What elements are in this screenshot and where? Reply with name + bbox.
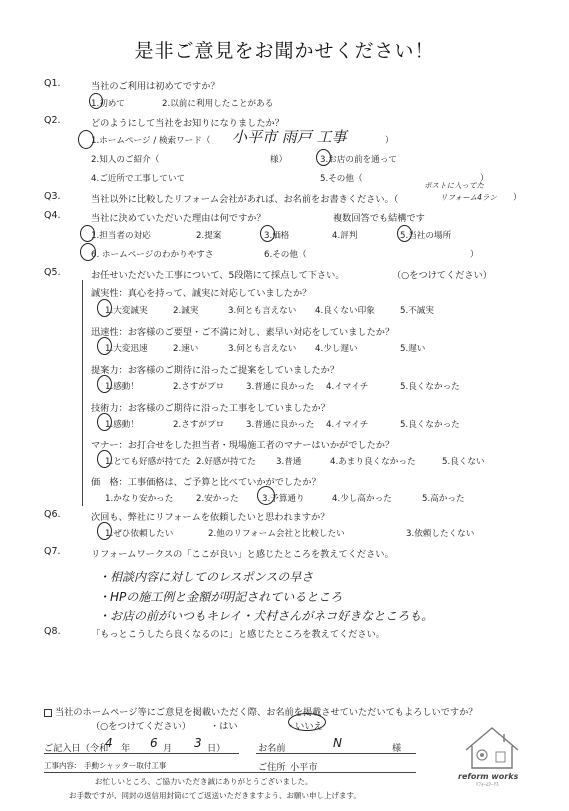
q4-option-1[interactable]: 1.担当者の対応 — [91, 231, 151, 241]
q6-option-2[interactable]: 2.他のリフォーム会社と比較したい — [208, 529, 345, 539]
q5-item-option[interactable]: 1.とても好感が持てた — [105, 457, 191, 467]
date-year-unit: 年 — [121, 743, 131, 754]
date-year[interactable]: 4 — [105, 736, 113, 750]
q5-item-option[interactable]: 1.感動！ — [105, 420, 139, 430]
q5-item-option[interactable]: 3.何とも言えない — [228, 306, 297, 316]
q5-item-option[interactable]: 3.普通に良かった — [246, 420, 315, 430]
answer-circle — [260, 225, 275, 242]
logo-subtext: ﾘﾌｫｰﾑﾜｰｸｽ — [476, 782, 499, 788]
q5-item-option[interactable]: 2.安かった — [196, 494, 239, 504]
q5-text: お任せいただいた工事について、5段階にて採点して下さい。 — [91, 270, 345, 281]
q2-text: どのようにして当社をお知りになりましたか？ — [91, 118, 284, 129]
q4-option-5[interactable]: 5.当社の場所 — [400, 231, 452, 241]
q1-number: Q1. — [44, 78, 61, 89]
q4-note: 複数回答でも結構です — [333, 213, 425, 224]
q5-item-option[interactable]: 1.大変誠実 — [105, 306, 148, 316]
q5-item-option[interactable]: 2.さすがプロ — [173, 382, 225, 392]
q5-item-option[interactable]: 5.良くない — [442, 457, 485, 467]
consent-no[interactable]: ・いいえ — [286, 721, 323, 732]
q5-item-option[interactable]: 5.不誠実 — [400, 306, 434, 316]
q4-option-other-close: ） — [470, 250, 479, 260]
q2-option-2[interactable]: 2.知人のご紹介（ — [91, 155, 160, 165]
q7-handwritten-answer-2: ・HPの施工例と金額が明記されているところ — [98, 590, 343, 604]
q5-bracket — [82, 280, 83, 506]
q2-number: Q2. — [44, 115, 61, 126]
q1-option-1[interactable]: 1.初めて — [91, 99, 125, 109]
q4-option-4[interactable]: 4.評判 — [332, 231, 358, 241]
q5-number: Q5. — [44, 267, 61, 278]
q5-note: （○をつけてください） — [392, 270, 492, 281]
q2-option-5-close: ） — [480, 174, 489, 184]
q5-item-option[interactable]: 4.あまり良くなかった — [330, 457, 416, 467]
answer-circle — [97, 375, 112, 393]
q5-item-option[interactable]: 5.高かった — [422, 494, 465, 504]
q5-item-heading: 迅速性：お客様のご要望・ご不満に対し、素早い対応をしていましたか？ — [91, 327, 395, 338]
address-value[interactable]: 小平市 — [290, 762, 318, 773]
q3-handwritten-line1: ポストに入ってた — [424, 181, 484, 190]
date-day[interactable]: 3 — [194, 736, 202, 750]
q5-item-option[interactable]: 1.感動！ — [105, 382, 139, 392]
q2-handwritten-keywords: 小平市 雨戸 工事 — [232, 128, 347, 146]
q3-handwritten-line2: リフォーム4ラン — [440, 193, 497, 202]
date-day-unit: 日） — [207, 743, 226, 754]
name-value[interactable]: N — [333, 736, 342, 750]
q2-option-5[interactable]: 5.その他（ — [320, 174, 363, 184]
q5-item-option[interactable]: 4.少し遅い — [315, 344, 358, 354]
consent-note: （○をつけてください） — [91, 721, 191, 732]
q1-option-2[interactable]: 2.以前に利用したことがある — [162, 99, 274, 109]
q4-number: Q4. — [44, 210, 61, 221]
q5-item-option[interactable]: 1.かなり安かった — [105, 494, 174, 504]
q4-text: 当社に決めていただいた理由は何ですか？ — [91, 213, 266, 224]
q4-option-other[interactable]: 6.その他（ — [264, 250, 307, 260]
answer-circle — [316, 149, 331, 166]
answer-circle — [89, 93, 103, 109]
consent-question — [44, 704, 477, 718]
answer-circle — [397, 225, 412, 242]
q5-item-option[interactable]: 4.イマイチ — [326, 420, 369, 430]
q2-option-1[interactable]: 1.ホームページ / 検索ワード（ — [91, 136, 211, 146]
thanks-line-2: お手数ですが、同封の返信用封筒にてご返送いただきますよう、お願い申し上げます。 — [69, 791, 361, 800]
work-value[interactable]: 手動シャッター取付工事 — [84, 761, 167, 770]
consent-yes[interactable]: ・はい — [210, 721, 238, 732]
logo-text: reform works — [458, 772, 519, 781]
answer-circle — [97, 450, 112, 468]
reform-works-logo — [452, 722, 532, 786]
q5-item-heading: 技術力：お客様のご期待に沿った工事をしていましたか？ — [91, 403, 330, 414]
consent-text: 当社のホームページ等にご意見を掲載いただく際、お名前を掲載させていただいてもよろしいですか？ — [55, 707, 478, 718]
answer-circle — [257, 486, 275, 505]
answer-circle — [97, 299, 112, 317]
q2-option-1-close: ） — [385, 136, 394, 146]
q3-close: ） — [513, 193, 522, 203]
q2-option-2-sama: 様） — [270, 155, 288, 165]
answer-circle — [97, 337, 112, 355]
q6-text: 次回も、弊社にリフォームを依頼したいと思われますか？ — [91, 512, 330, 523]
answer-circle — [97, 522, 112, 540]
answer-circle — [288, 713, 326, 731]
q5-item-option[interactable]: 2.さすがプロ — [173, 420, 225, 430]
q5-item-option[interactable]: 3.普通 — [276, 457, 302, 467]
answer-circle — [80, 225, 95, 242]
q8-text: 「もっとこうしたら良くなるのに」と感じたところを教えてください。 — [91, 629, 385, 640]
q2-option-3[interactable]: 3.お店の前を通って — [320, 155, 397, 165]
name-sama: 様 — [392, 743, 402, 754]
q5-item-option[interactable]: 5.良くなかった — [400, 420, 460, 430]
q4-option-2[interactable]: 2.提案 — [196, 231, 222, 241]
thanks-line-1: お忙しいところ、ご協力いただき誠にありがとうございました。 — [95, 777, 313, 786]
q7-number: Q7. — [44, 546, 61, 557]
q3-text: 当社以外に比較したリフォーム会社があれば、お名前をお書きください。（ — [91, 194, 399, 205]
answer-circle — [97, 413, 112, 431]
q7-handwritten-answer-1: ・相談内容に対してのレスポンスの早さ — [98, 570, 314, 584]
q8-number: Q8. — [44, 626, 61, 637]
q5-item-option[interactable]: 5.良くなかった — [400, 382, 460, 392]
q4-option-3[interactable]: 3.価格 — [264, 231, 290, 241]
q5-item-option[interactable]: 4.少し高かった — [332, 494, 392, 504]
q5-item-option[interactable]: 2.誠実 — [173, 306, 199, 316]
q7-handwritten-answer-3: ・お店の前がいつもキレイ・犬村さんがネコ好きなところも。 — [98, 609, 434, 623]
q3-number: Q3. — [44, 191, 61, 202]
q5-item-option[interactable]: 5.遅い — [400, 344, 426, 354]
q5-item-option[interactable]: 2.好感が持てた — [196, 457, 256, 467]
q5-item-option[interactable]: 4.良くない印象 — [315, 306, 375, 316]
q5-item-heading: マナー：お打合せをした担当者・現場施工者のマナーはいかがでしたか？ — [91, 440, 395, 451]
q6-option-3[interactable]: 3.依頼したくない — [406, 529, 475, 539]
q5-item-option[interactable]: 3.何とも言えない — [228, 344, 297, 354]
page-title: 是非ご意見をお聞かせください！ — [134, 40, 435, 62]
work-label: 工事内容: — [44, 761, 77, 770]
q5-item-option[interactable]: 1.大変迅速 — [105, 344, 148, 354]
house-logo-icon — [452, 722, 532, 774]
q5-item-heading: 価 格：工事価格は、ご予算と比べていかがでしたか？ — [91, 477, 321, 488]
date-underline — [44, 753, 239, 754]
q7-text: リフォームワークスの「ここが良い」と感じたところを教えてください。 — [91, 549, 394, 560]
q5-item-option[interactable]: 2.速い — [173, 344, 199, 354]
q1-text: 当社のご利用は初めてですか？ — [91, 81, 220, 92]
q6-number: Q6. — [44, 509, 61, 520]
q5-item-heading: 誠実性：真心を持って、誠実に対応していましたか？ — [91, 288, 312, 299]
q4-option-6[interactable]: 6. ホームページのわかりやすさ — [91, 250, 214, 260]
name-label: お名前 — [258, 743, 286, 754]
q5-item-heading: 提案力：お客様のご期待に沿ったご提案をしていましたか？ — [91, 365, 340, 376]
date-label: ご記入日（令和 — [44, 743, 109, 754]
address-underline — [44, 772, 416, 773]
date-month-unit: 月 — [163, 743, 173, 754]
q5-item-option[interactable]: 4.イマイチ — [326, 382, 369, 392]
q2-option-4[interactable]: 4.ご近所で工事していて — [91, 174, 186, 184]
q6-option-1[interactable]: 1.ぜひ依頼したい — [105, 529, 174, 539]
q5-item-option[interactable]: 3.普通に良かった — [246, 382, 315, 392]
date-month[interactable]: 6 — [150, 736, 158, 750]
address-label: ご住所 — [258, 762, 286, 773]
answer-circle — [78, 130, 94, 149]
checkbox-icon[interactable] — [44, 709, 52, 717]
q5-item-option[interactable]: 3.予算通り — [262, 494, 305, 504]
name-underline — [256, 753, 416, 754]
answer-circle — [80, 243, 96, 261]
